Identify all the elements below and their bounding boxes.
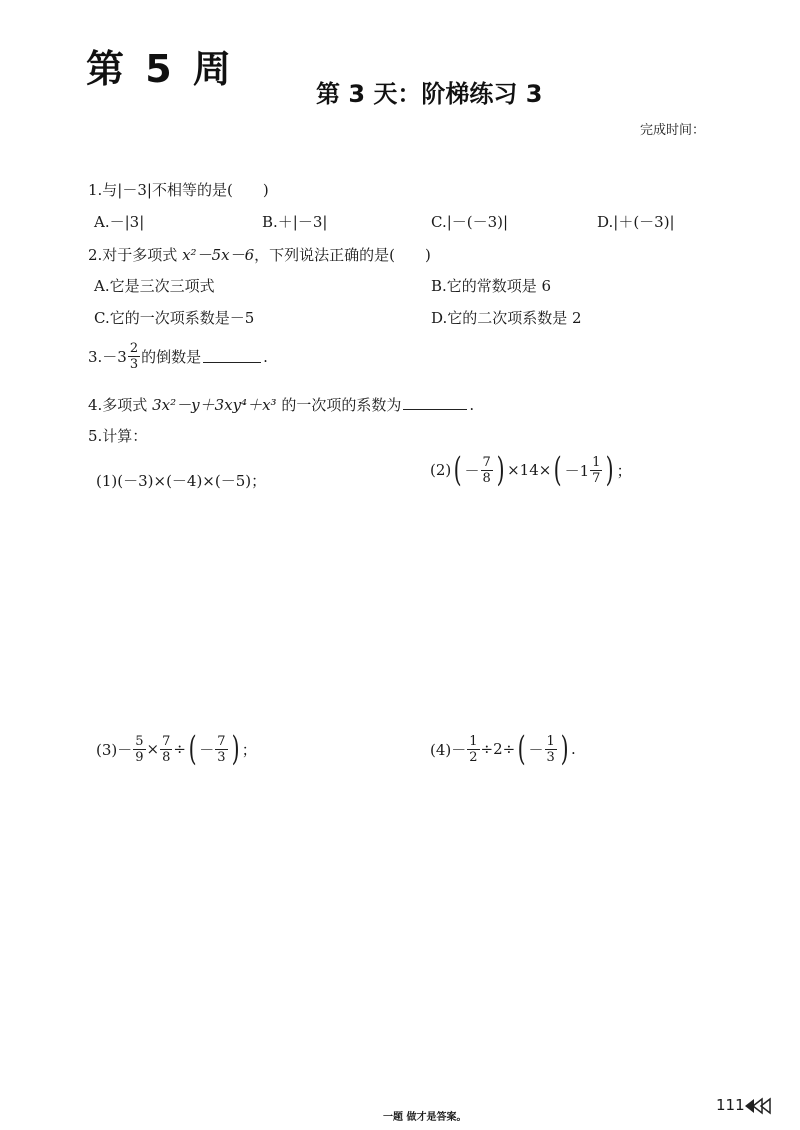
q5-p3-f3-denominator: 3 bbox=[217, 749, 226, 765]
right-paren: ) bbox=[606, 450, 615, 490]
q4-question bbox=[88, 394, 474, 415]
q5-p2-f2-numerator: 1 bbox=[592, 454, 601, 470]
q5-p3-end: ； bbox=[241, 740, 257, 759]
q5-p4-fraction-2 bbox=[545, 734, 557, 765]
q4-prefix: 4.多项式 bbox=[88, 396, 153, 414]
q5-p4-f2-numerator: 1 bbox=[546, 733, 555, 749]
q5-p4-f2-sign: － bbox=[528, 740, 544, 759]
q5-p4-f1-numerator: 1 bbox=[469, 733, 478, 749]
left-paren: ( bbox=[453, 450, 462, 490]
q3-fraction-denominator: 3 bbox=[129, 357, 139, 372]
right-paren: ) bbox=[560, 729, 569, 769]
q5-p3-f3-numerator: 7 bbox=[217, 733, 226, 749]
q5-stem: 5.计算： bbox=[88, 427, 148, 445]
q5-part-2 bbox=[430, 450, 632, 490]
q3-end: . bbox=[263, 347, 268, 366]
q1-option-c: C.|－(－3)| bbox=[431, 213, 509, 231]
q5-p3-fraction-1 bbox=[133, 734, 145, 765]
q5-p3-fraction-3 bbox=[215, 734, 227, 765]
q2-stem-suffix: ，下列说法正确的是( ) bbox=[254, 246, 431, 264]
q5-p2-f2-sign: －1 bbox=[564, 461, 590, 480]
q3-prefix: 3.－3 bbox=[88, 348, 127, 366]
q3-answer-blank[interactable] bbox=[203, 350, 261, 363]
q5-p4-fraction-1 bbox=[467, 734, 479, 765]
q5-p4-f2-denominator: 3 bbox=[546, 749, 555, 765]
q5-p2-fraction-1 bbox=[481, 455, 493, 486]
q5-p4-div2: ÷2÷ bbox=[480, 740, 516, 758]
right-paren: ) bbox=[231, 729, 240, 769]
q5-p2-f2-denominator: 7 bbox=[592, 470, 601, 486]
q5-p3-f1-numerator: 5 bbox=[135, 733, 144, 749]
q5-p3-label: (3)－ bbox=[96, 740, 133, 759]
q5-part-1: (1)(－3)×(－4)×(－5)； bbox=[96, 472, 267, 490]
q1-option-d: D.|＋(－3)| bbox=[597, 213, 675, 231]
q3-fraction bbox=[128, 341, 140, 372]
q2-option-b: B.它的常数项是 6 bbox=[431, 277, 552, 295]
q5-p4-f1-denominator: 2 bbox=[469, 749, 478, 765]
left-paren: ( bbox=[188, 729, 197, 769]
week-heading: 第 5 周 bbox=[86, 47, 235, 91]
q4-end: . bbox=[469, 396, 475, 414]
q1-option-b: B.＋|－3| bbox=[262, 213, 328, 231]
q3-fraction-numerator: 2 bbox=[129, 341, 139, 356]
q5-p3-f3-sign: － bbox=[199, 740, 215, 759]
q5-p3-times: × bbox=[146, 740, 160, 758]
q5-p2-label: (2) bbox=[430, 461, 452, 479]
q2-stem bbox=[88, 244, 431, 265]
q5-p3-f2-numerator: 7 bbox=[162, 733, 171, 749]
right-paren: ) bbox=[496, 450, 505, 490]
q5-p2-f1-denominator: 8 bbox=[482, 470, 491, 486]
q5-p3-fraction-2 bbox=[160, 734, 172, 765]
q3-suffix: 的倒数是 bbox=[141, 348, 202, 366]
q4-suffix: 的一次项的系数为 bbox=[276, 396, 402, 414]
q4-answer-blank[interactable] bbox=[403, 397, 467, 410]
footer-slogan: 一题 做才是答案。 bbox=[383, 1112, 467, 1123]
left-paren: ( bbox=[517, 729, 526, 769]
q5-p3-f1-denominator: 9 bbox=[135, 749, 144, 765]
q2-option-c: C.它的一次项系数是－5 bbox=[94, 309, 255, 327]
q1-option-a: A.－|3| bbox=[94, 213, 145, 231]
q3-question bbox=[88, 341, 268, 372]
q2-stem-prefix: 2.对于多项式 bbox=[88, 246, 183, 264]
q1-stem: 1.与|－3|不相等的是( ) bbox=[88, 181, 269, 199]
q5-part-3 bbox=[96, 729, 257, 769]
q5-p2-times14: ×14× bbox=[507, 461, 552, 479]
q5-p2-f1-sign: － bbox=[464, 461, 480, 480]
page-arrow-icon bbox=[742, 1096, 772, 1116]
q5-p3-div: ÷ bbox=[173, 740, 186, 758]
page-title: 第 3 天：阶梯练习 3 bbox=[316, 80, 543, 108]
q5-p3-f2-denominator: 8 bbox=[162, 749, 171, 765]
q2-polynomial: x²－5x－6 bbox=[182, 246, 255, 264]
left-paren: ( bbox=[553, 450, 562, 490]
q4-polynomial: 3x²－y＋3xy⁴＋x³ bbox=[152, 396, 277, 414]
page-number: 111 bbox=[716, 1096, 745, 1114]
q2-option-a: A.它是三次三项式 bbox=[94, 277, 215, 295]
q2-option-d: D.它的二次项系数是 2 bbox=[431, 309, 582, 327]
completion-time-label: 完成时间： bbox=[640, 123, 706, 138]
q5-p4-label: (4)－ bbox=[430, 740, 467, 759]
q5-p2-fraction-2 bbox=[590, 455, 602, 486]
q5-part-4 bbox=[430, 729, 576, 769]
q5-p2-end: ； bbox=[616, 461, 632, 480]
q5-p4-end: . bbox=[571, 740, 576, 758]
q5-p2-f1-numerator: 7 bbox=[482, 454, 491, 470]
